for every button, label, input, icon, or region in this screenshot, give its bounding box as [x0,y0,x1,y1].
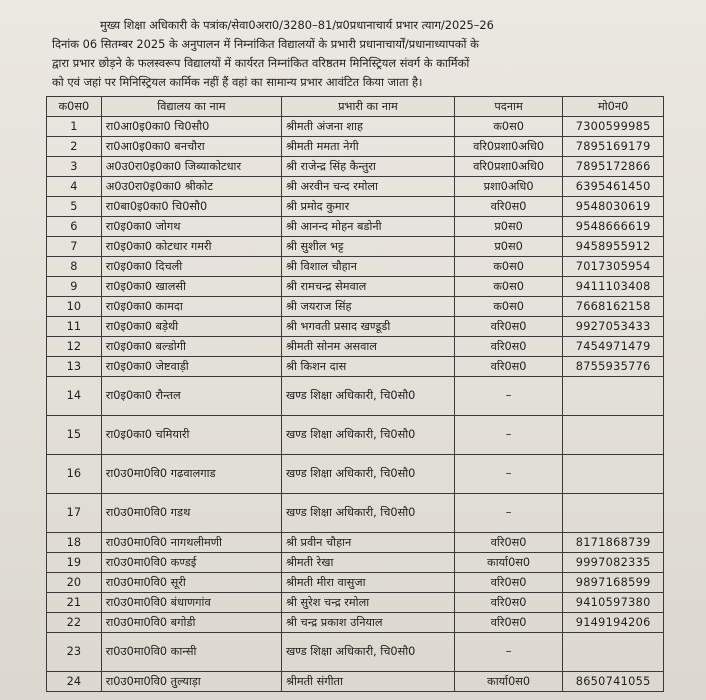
cell-school: रा0आ0इ0का0 बनचौरा [101,137,281,157]
cell-mobile: 9411103408 [563,277,664,297]
cell-sno: 8 [47,257,102,277]
cell-school: अ0उ0रा0इ0का0 श्रीकोट [101,177,281,197]
cell-school: रा0इ0का0 बड़ेथी [101,317,281,337]
cell-officer: श्री विशाल चौहान [282,257,455,277]
cell-mobile: 8755935776 [563,357,664,377]
table-row [47,377,664,416]
cell-school: रा0उ0मा0वि0 तुल्याड़ा [101,672,281,692]
table-row [47,317,664,337]
cell-school: रा0उ0मा0वि0 नागथलीमणी [101,533,281,553]
cell-officer: श्री प्रमोद कुमार [282,197,455,217]
cell-mobile: 7454971479 [563,337,664,357]
table-row [47,137,664,157]
cell-officer: श्री सुरेश चन्द्र रमोला [282,593,455,613]
cell-mobile: 9548666619 [563,217,664,237]
intro-line-4: को एवं जहां पर मिनिस्ट्रियल कार्मिक नहीं हैं वहां का सामान्य प्रभार आवंटित किया जाता है। [52,75,423,89]
cell-school: रा0इ0का0 दिचली [101,257,281,277]
cell-sno: 7 [47,237,102,257]
cell-post: वरि0स0 [454,317,562,337]
table-row [47,237,664,257]
cell-officer: श्री किशन दास [282,357,455,377]
intro-line-3: द्वारा प्रभार छोड़ने के फलस्वरूप विद्यालयों में कार्यरत निम्नांकित वरिष्ठतम मिनिस्ट्रियल संवर्ग के कार्मिकों [52,56,470,70]
header-post: पदनाम [454,97,562,117]
cell-school: रा0इ0का0 चमियारी [101,416,281,455]
cell-mobile: 8650741055 [563,672,664,692]
cell-sno: 10 [47,297,102,317]
header-mobile: मो0न0 [563,97,664,117]
cell-officer: श्री प्रवीन चौहान [282,533,455,553]
cell-officer: खण्ड शिक्षा अधिकारी, चि0सौ0 [282,455,455,494]
cell-mobile: 7300599985 [563,117,664,137]
cell-post: क0स0 [454,257,562,277]
cell-mobile: 7017305954 [563,257,664,277]
header-officer: प्रभारी का नाम [282,97,455,117]
cell-post: प्रशा0अधि0 [454,177,562,197]
table-body [47,117,664,692]
cell-school: रा0उ0मा0वि0 बगोडी [101,613,281,633]
header-school: विद्यालय का नाम [101,97,281,117]
cell-post: वरि0स0 [454,197,562,217]
cell-post: – [454,377,562,416]
table-row [47,533,664,553]
cell-officer: श्री सुशील भट्ट [282,237,455,257]
cell-officer: श्रीमती ममता नेगी [282,137,455,157]
cell-mobile: 7895169179 [563,137,664,157]
cell-mobile: 8171868739 [563,533,664,553]
cell-sno: 5 [47,197,102,217]
cell-school: रा0उ0मा0वि0 गढवालगाड [101,455,281,494]
cell-mobile: 9410597380 [563,593,664,613]
cell-officer: श्री भगवती प्रसाद खण्डूडी [282,317,455,337]
cell-mobile: 6395461450 [563,177,664,197]
table-row [47,416,664,455]
cell-sno: 24 [47,672,102,692]
cell-post: वरि0प्रशा0अधि0 [454,157,562,177]
cell-sno: 15 [47,416,102,455]
table-row [47,117,664,137]
table-row [47,257,664,277]
table-row [47,553,664,573]
cell-school: रा0इ0का0 खालसी [101,277,281,297]
table-row [47,197,664,217]
cell-mobile: 7895172866 [563,157,664,177]
cell-post: वरि0स0 [454,613,562,633]
table-row [47,217,664,237]
cell-officer: खण्ड शिक्षा अधिकारी, चि0सौ0 [282,633,455,672]
intro-line-1: मुख्य शिक्षा अधिकारी के पत्रांक/सेवा0अरा0/3280–81/प्र0प्रधानाचार्य प्रभार त्याग/2025–26 [100,18,494,32]
cell-post: – [454,455,562,494]
cell-school: रा0उ0मा0वि0 बंधाणगांव [101,593,281,613]
cell-school: रा0इ0का0 रौन्तल [101,377,281,416]
cell-post: प्र0स0 [454,237,562,257]
cell-post: प्र0स0 [454,217,562,237]
cell-sno: 17 [47,494,102,533]
cell-school: अ0उ0रा0इ0का0 जिब्याकोटधार [101,157,281,177]
cell-officer: श्रीमती सोनम असवाल [282,337,455,357]
cell-sno: 23 [47,633,102,672]
cell-officer: खण्ड शिक्षा अधिकारी, चि0सौ0 [282,416,455,455]
cell-mobile [563,494,664,533]
table-row [47,672,664,692]
cell-school: रा0बा0इ0का0 चि0सौ0 [101,197,281,217]
cell-post: क0स0 [454,277,562,297]
cell-mobile [563,633,664,672]
cell-sno: 20 [47,573,102,593]
table-row [47,177,664,197]
cell-post: वरि0स0 [454,573,562,593]
cell-post: – [454,633,562,672]
cell-officer: खण्ड शिक्षा अधिकारी, चि0सौ0 [282,494,455,533]
cell-post: कार्या0स0 [454,672,562,692]
cell-school: रा0उ0मा0वि0 गडथ [101,494,281,533]
table-row [47,573,664,593]
cell-sno: 16 [47,455,102,494]
cell-mobile: 7668162158 [563,297,664,317]
cell-sno: 21 [47,593,102,613]
cell-post: – [454,494,562,533]
cell-sno: 18 [47,533,102,553]
charge-allocation-table [46,96,664,692]
cell-mobile: 9927053433 [563,317,664,337]
cell-mobile: 9897168599 [563,573,664,593]
cell-post: वरि0स0 [454,357,562,377]
header-sno: क0स0 [47,97,102,117]
cell-post: वरि0स0 [454,593,562,613]
table-row [47,357,664,377]
cell-school: रा0आ0इ0का0 चि0सौ0 [101,117,281,137]
cell-officer: श्री अरवीन चन्द रमोला [282,177,455,197]
cell-sno: 19 [47,553,102,573]
table-row [47,337,664,357]
cell-officer: खण्ड शिक्षा अधिकारी, चि0सौ0 [282,377,455,416]
cell-officer: श्रीमती मीरा वासुजा [282,573,455,593]
intro-line-2: दिनांक 06 सितम्बर 2025 के अनुपालन में निम्नांकित विद्यालयों के प्रभारी प्रधानाचार्यों/प्रधानाध्यापकों के [52,37,479,51]
cell-mobile [563,455,664,494]
cell-officer: श्री जयराज सिंह [282,297,455,317]
cell-sno: 3 [47,157,102,177]
cell-mobile: 9997082335 [563,553,664,573]
cell-officer: श्रीमती संगीता [282,672,455,692]
cell-school: रा0इ0का0 बल्डोगी [101,337,281,357]
cell-sno: 1 [47,117,102,137]
cell-officer: श्रीमती रेखा [282,553,455,573]
cell-post: क0स0 [454,297,562,317]
cell-school: रा0उ0मा0वि0 कण्डई [101,553,281,573]
cell-post: वरि0प्रशा0अधि0 [454,137,562,157]
cell-officer: श्री आनन्द मोहन बडोनी [282,217,455,237]
cell-mobile: 9458955912 [563,237,664,257]
cell-officer: श्री राजेन्द्र सिंह कैन्तुरा [282,157,455,177]
cell-sno: 11 [47,317,102,337]
cell-school: रा0उ0मा0वि0 सूरी [101,573,281,593]
cell-sno: 14 [47,377,102,416]
cell-post: क0स0 [454,117,562,137]
table-row [47,593,664,613]
cell-post: कार्या0स0 [454,553,562,573]
intro-paragraph [52,16,672,92]
cell-sno: 2 [47,137,102,157]
cell-mobile: 9149194206 [563,613,664,633]
table-header-row [47,97,664,117]
cell-sno: 6 [47,217,102,237]
cell-sno: 13 [47,357,102,377]
table-row [47,633,664,672]
cell-officer: श्रीमती अंजना शाह [282,117,455,137]
cell-school: रा0इ0का0 कोटधार गमरी [101,237,281,257]
cell-mobile [563,416,664,455]
cell-post: – [454,416,562,455]
cell-school: रा0इ0का0 कामदा [101,297,281,317]
cell-school: रा0इ0का0 जोगथ [101,217,281,237]
cell-school: रा0उ0मा0वि0 कान्सी [101,633,281,672]
table-row [47,277,664,297]
table-row [47,157,664,177]
cell-sno: 22 [47,613,102,633]
table-row [47,494,664,533]
cell-mobile [563,377,664,416]
cell-sno: 12 [47,337,102,357]
cell-mobile: 9548030619 [563,197,664,217]
cell-officer: श्री चन्द्र प्रकाश उनियाल [282,613,455,633]
cell-officer: श्री रामचन्द्र सेमवाल [282,277,455,297]
table-row [47,297,664,317]
cell-post: वरि0स0 [454,533,562,553]
table-row [47,455,664,494]
cell-sno: 9 [47,277,102,297]
cell-school: रा0इ0का0 जेष्टवाड़ी [101,357,281,377]
cell-post: वरि0स0 [454,337,562,357]
cell-sno: 4 [47,177,102,197]
table-row [47,613,664,633]
